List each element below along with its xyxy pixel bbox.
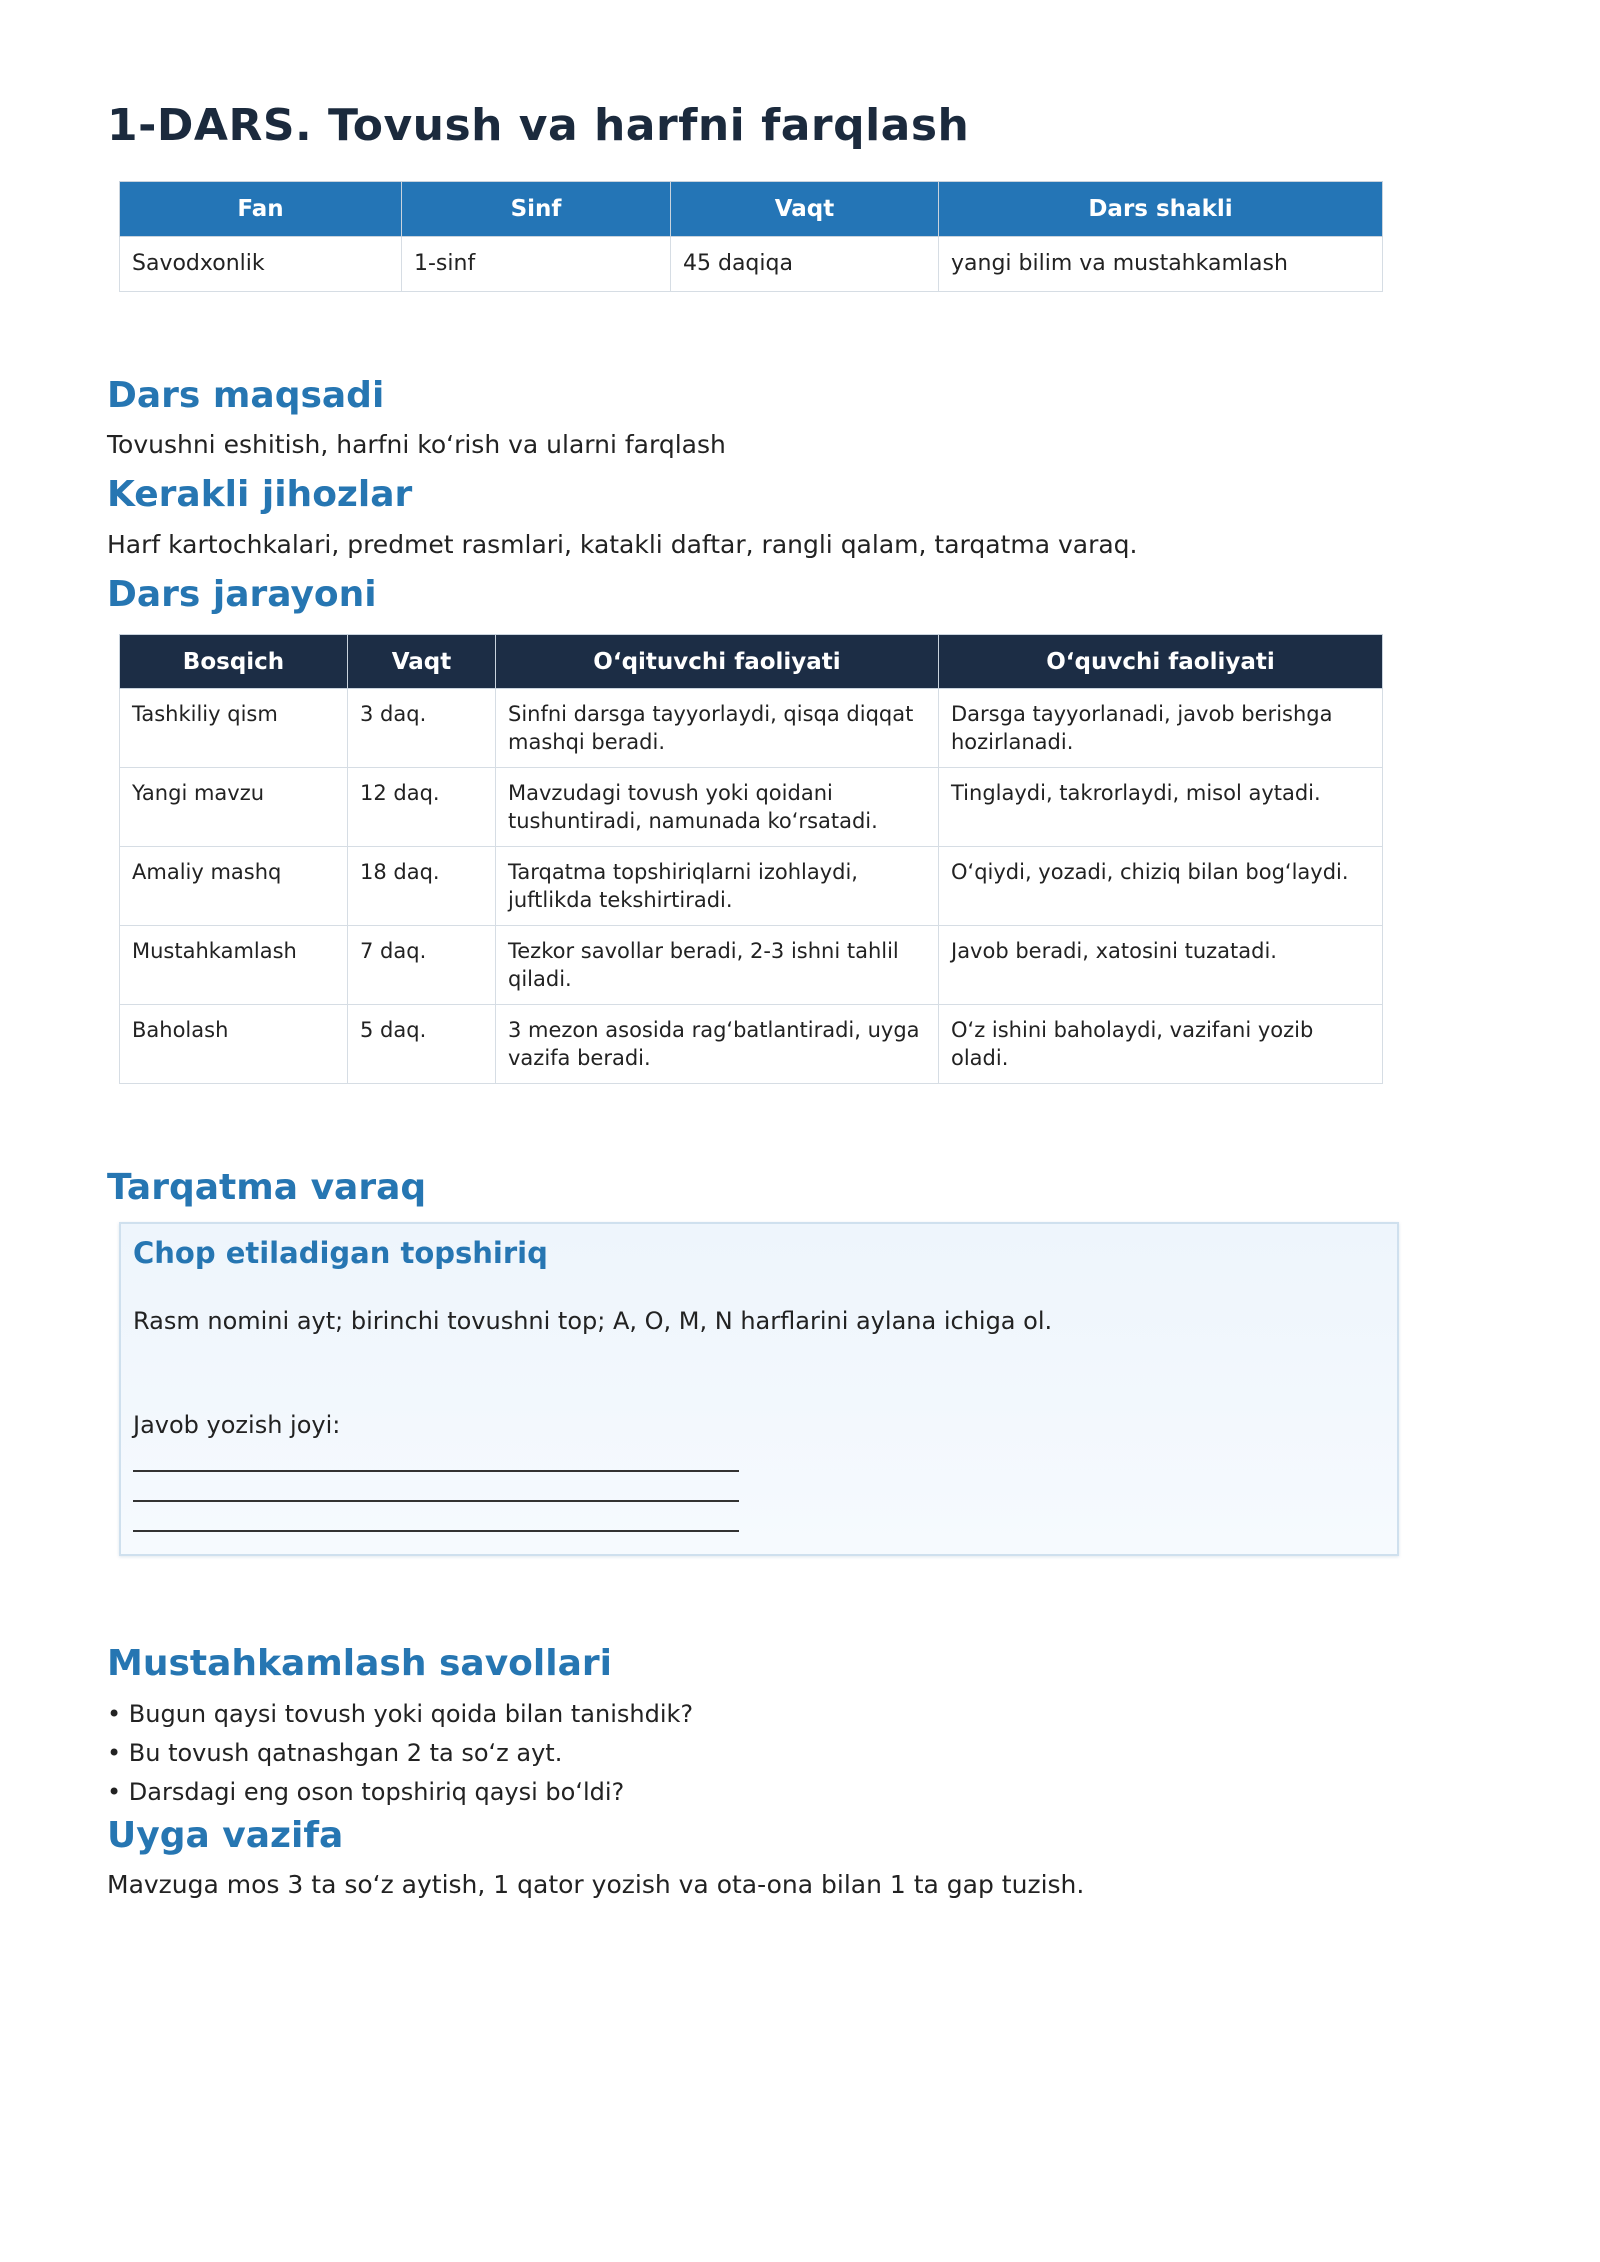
- process-cell-time: 3 daq.: [348, 689, 496, 768]
- table-row: [120, 689, 1383, 768]
- process-cell-time: 12 daq.: [348, 768, 496, 847]
- handout-heading: Tarqatma varaq: [107, 1167, 427, 1209]
- handout-box-title: Chop etiladigan topshiriq: [133, 1235, 548, 1270]
- process-header-teacher: Oʻqituvchi faoliyati: [496, 635, 939, 689]
- process-cell-stage: Tashkiliy qism: [120, 689, 348, 768]
- handout-box: [119, 1222, 1399, 1556]
- equipment-heading: Kerakli jihozlar: [107, 474, 413, 516]
- process-cell-student: Oʻqiydi, yozadi, chiziq bilan bogʻlaydi.: [939, 847, 1383, 926]
- info-header-row: [120, 181, 1383, 236]
- answer-line: [133, 1530, 739, 1532]
- goal-text: Tovushni eshitish, harfni koʻrish va ularni farqlash: [107, 429, 726, 459]
- process-cell-student: Tinglaydi, takrorlaydi, misol aytadi.: [939, 768, 1383, 847]
- info-value-subject: Savodxonlik: [120, 236, 402, 291]
- answer-label: Javob yozish joyi:: [133, 1410, 341, 1439]
- info-value-grade: 1-sinf: [402, 236, 671, 291]
- process-cell-teacher: Tarqatma topshiriqlarni izohlaydi, juftlikda tekshirtiradi.: [496, 847, 939, 926]
- questions-list: [107, 1695, 1600, 1812]
- process-cell-teacher: Tezkor savollar beradi, 2-3 ishni tahlil qiladi.: [496, 926, 939, 1005]
- process-cell-teacher: Sinfni darsga tayyorlaydi, qisqa diqqat mashqi beradi.: [496, 689, 939, 768]
- process-cell-student: Oʻz ishini baholaydi, vazifani yozib oladi.: [939, 1005, 1383, 1084]
- homework-heading: Uyga vazifa: [107, 1814, 344, 1856]
- info-header-grade: Sinf: [402, 181, 671, 236]
- table-row: [120, 768, 1383, 847]
- info-value-time: 45 daqiqa: [671, 236, 939, 291]
- equipment-text: Harf kartochkalari, predmet rasmlari, katakli daftar, rangli qalam, tarqatma varaq.: [107, 529, 1138, 559]
- process-cell-stage: Amaliy mashq: [120, 847, 348, 926]
- process-header-stage: Bosqich: [120, 635, 348, 689]
- process-header-row: [120, 635, 1383, 689]
- process-cell-stage: Baholash: [120, 1005, 348, 1084]
- info-header-lesson-type: Dars shakli: [939, 181, 1383, 236]
- process-cell-teacher: 3 mezon asosida ragʻbatlantiradi, uyga vazifa beradi.: [496, 1005, 939, 1084]
- process-header-time: Vaqt: [348, 635, 496, 689]
- answer-line: [133, 1500, 739, 1502]
- info-header-time: Vaqt: [671, 181, 939, 236]
- info-value-row: [120, 236, 1383, 291]
- lesson-info-table: [119, 181, 1383, 292]
- table-row: [120, 926, 1383, 1005]
- info-header-subject: Fan: [120, 181, 402, 236]
- process-cell-teacher: Mavzudagi tovush yoki qoidani tushuntiradi, namunada koʻrsatadi.: [496, 768, 939, 847]
- answer-line: [133, 1470, 739, 1472]
- list-item: • Bu tovush qatnashgan 2 ta soʻz ayt.: [107, 1738, 563, 1767]
- questions-heading: Mustahkamlash savollari: [107, 1642, 612, 1684]
- table-row: [120, 1005, 1383, 1084]
- lesson-process-table: [119, 634, 1383, 1084]
- process-cell-stage: Mustahkamlash: [120, 926, 348, 1005]
- process-cell-student: Darsga tayyorlanadi, javob berishga hozirlanadi.: [939, 689, 1383, 768]
- info-value-lesson-type: yangi bilim va mustahkamlash: [939, 236, 1383, 291]
- process-cell-time: 5 daq.: [348, 1005, 496, 1084]
- process-header-student: Oʻquvchi faoliyati: [939, 635, 1383, 689]
- handout-task-text: Rasm nomini ayt; birinchi tovushni top; A, O, M, N harflarini aylana ichiga ol.: [133, 1307, 1053, 1336]
- process-cell-time: 7 daq.: [348, 926, 496, 1005]
- list-item: • Bugun qaysi tovush yoki qoida bilan tanishdik?: [107, 1699, 694, 1728]
- list-item: • Darsdagi eng oson topshiriq qaysi boʻldi?: [107, 1777, 625, 1806]
- process-heading: Dars jarayoni: [107, 574, 377, 616]
- homework-text: Mavzuga mos 3 ta soʻz aytish, 1 qator yozish va ota-ona bilan 1 ta gap tuzish.: [107, 1869, 1085, 1899]
- process-cell-stage: Yangi mavzu: [120, 768, 348, 847]
- process-cell-time: 18 daq.: [348, 847, 496, 926]
- page-title: 1-DARS. Tovush va harfni farqlash: [107, 100, 970, 151]
- process-cell-student: Javob beradi, xatosini tuzatadi.: [939, 926, 1383, 1005]
- goal-heading: Dars maqsadi: [107, 374, 385, 416]
- table-row: [120, 847, 1383, 926]
